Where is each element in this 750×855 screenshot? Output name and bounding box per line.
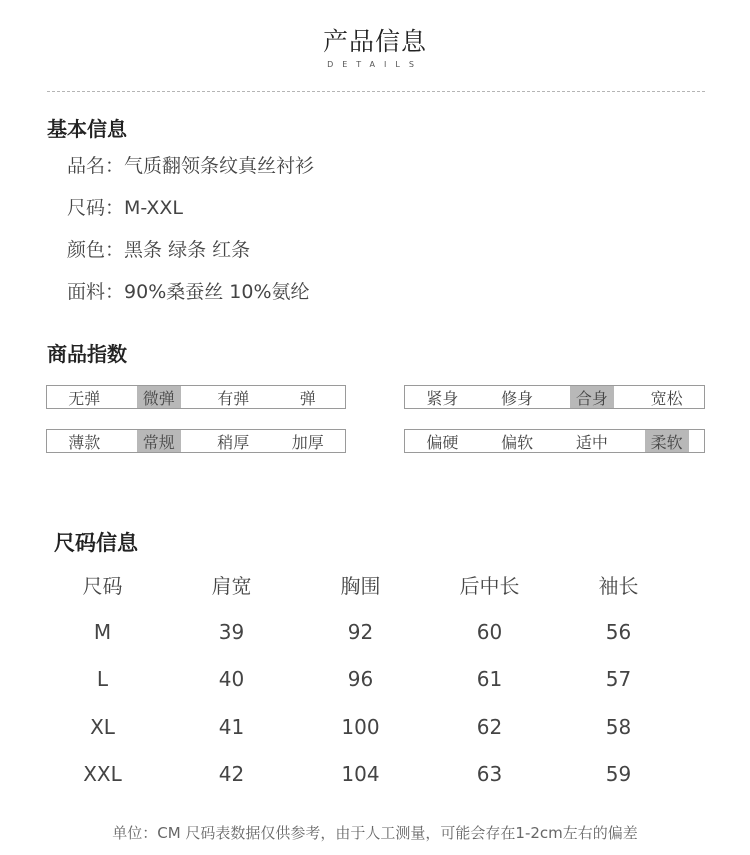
table-cell: 56 [605, 619, 632, 644]
info-label: 尺码 [67, 197, 106, 219]
index-option-label: 适中 [575, 432, 608, 452]
index-option [196, 386, 271, 408]
table-cell: 104 [341, 762, 380, 787]
table-cell: 58 [605, 714, 632, 739]
index-option-label: 柔软 [650, 432, 683, 452]
info-row-size: 尺码：M-XXL [67, 197, 183, 219]
table-cell: M [93, 619, 112, 644]
index-option-label: 有弹 [217, 388, 250, 408]
index-option-label: 偏硬 [426, 432, 459, 452]
table-cell: 41 [218, 714, 245, 739]
index-option-label: 常规 [142, 432, 175, 452]
index-option-label: 宽松 [650, 388, 683, 408]
softness-index-bar [404, 429, 705, 453]
info-value: M-XXL [124, 197, 183, 219]
index-option [555, 430, 630, 452]
column-header: 肩宽 [211, 574, 252, 598]
index-option [629, 430, 704, 452]
column-header: 尺码 [82, 574, 123, 598]
index-option-label: 稍厚 [217, 432, 250, 452]
index-option-label: 弹 [299, 388, 316, 408]
index-option-label: 无弹 [68, 388, 101, 408]
table-cell: 59 [605, 762, 632, 787]
column-header: 后中长 [459, 574, 520, 598]
dashed-divider [47, 91, 705, 92]
table-cell: 96 [347, 667, 374, 692]
index-option [405, 386, 480, 408]
table-cell: 40 [218, 667, 245, 692]
table-cell: 57 [605, 667, 632, 692]
index-option-label: 加厚 [291, 432, 324, 452]
info-row-name: 品名：气质翻领条纹真丝衬衫 [67, 155, 315, 177]
table-cell: 63 [476, 762, 503, 787]
index-option-label: 微弹 [142, 388, 175, 408]
page-title: 产品信息 [322, 27, 427, 56]
info-row-color: 颜色：黑条 绿条 红条 [67, 239, 251, 261]
table-cell: L [96, 667, 109, 692]
table-row [38, 656, 683, 704]
column-header: 胸围 [340, 574, 381, 598]
thickness-index-bar [46, 429, 346, 453]
size-note: 单位：CM 尺码表数据仅供参考，由于人工测量，可能会存在1-2cm左右的偏差 [112, 824, 638, 842]
size-table-header [38, 561, 683, 608]
table-cell: 92 [347, 619, 374, 644]
table-cell: 100 [341, 714, 380, 739]
index-option-label: 薄款 [68, 432, 101, 452]
size-info-heading: 尺码信息 [54, 531, 138, 555]
index-option [555, 386, 630, 408]
index-option [480, 430, 555, 452]
table-row [38, 703, 683, 751]
fit-index-bar [404, 385, 705, 409]
table-row [38, 751, 683, 799]
size-table [38, 561, 683, 798]
index-option-label: 偏软 [501, 432, 534, 452]
info-label: 品名 [67, 155, 106, 177]
index-option [480, 386, 555, 408]
table-cell: 61 [476, 667, 503, 692]
info-value: 黑条 绿条 红条 [124, 239, 251, 261]
table-cell: XXL [83, 762, 122, 787]
index-option [122, 430, 197, 452]
page-subtitle: DETAILS [327, 60, 423, 69]
index-option [196, 430, 271, 452]
table-cell: 39 [218, 619, 245, 644]
elasticity-index-bar [46, 385, 346, 409]
table-cell: 62 [476, 714, 503, 739]
basic-info-list [67, 152, 314, 320]
column-header: 袖长 [598, 574, 639, 598]
index-option [405, 430, 480, 452]
info-row-fabric: 面料：90%桑蚕丝 10%氨纶 [67, 281, 310, 303]
table-row [38, 608, 683, 656]
basic-info-heading: 基本信息 [47, 117, 127, 141]
index-option [629, 386, 704, 408]
index-option-label: 修身 [501, 388, 534, 408]
index-option [47, 386, 122, 408]
index-heading: 商品指数 [47, 342, 127, 366]
info-label: 面料 [67, 281, 106, 303]
index-option [271, 430, 346, 452]
info-value: 90%桑蚕丝 10%氨纶 [124, 281, 310, 303]
index-option-label: 紧身 [426, 388, 459, 408]
index-option [122, 386, 197, 408]
index-option [271, 386, 346, 408]
table-cell: 60 [476, 619, 503, 644]
table-cell: 42 [218, 762, 245, 787]
info-label: 颜色 [67, 239, 106, 261]
index-option-label: 合身 [575, 388, 608, 408]
info-value: 气质翻领条纹真丝衬衫 [124, 155, 315, 177]
index-option [47, 430, 122, 452]
table-cell: XL [90, 714, 115, 739]
